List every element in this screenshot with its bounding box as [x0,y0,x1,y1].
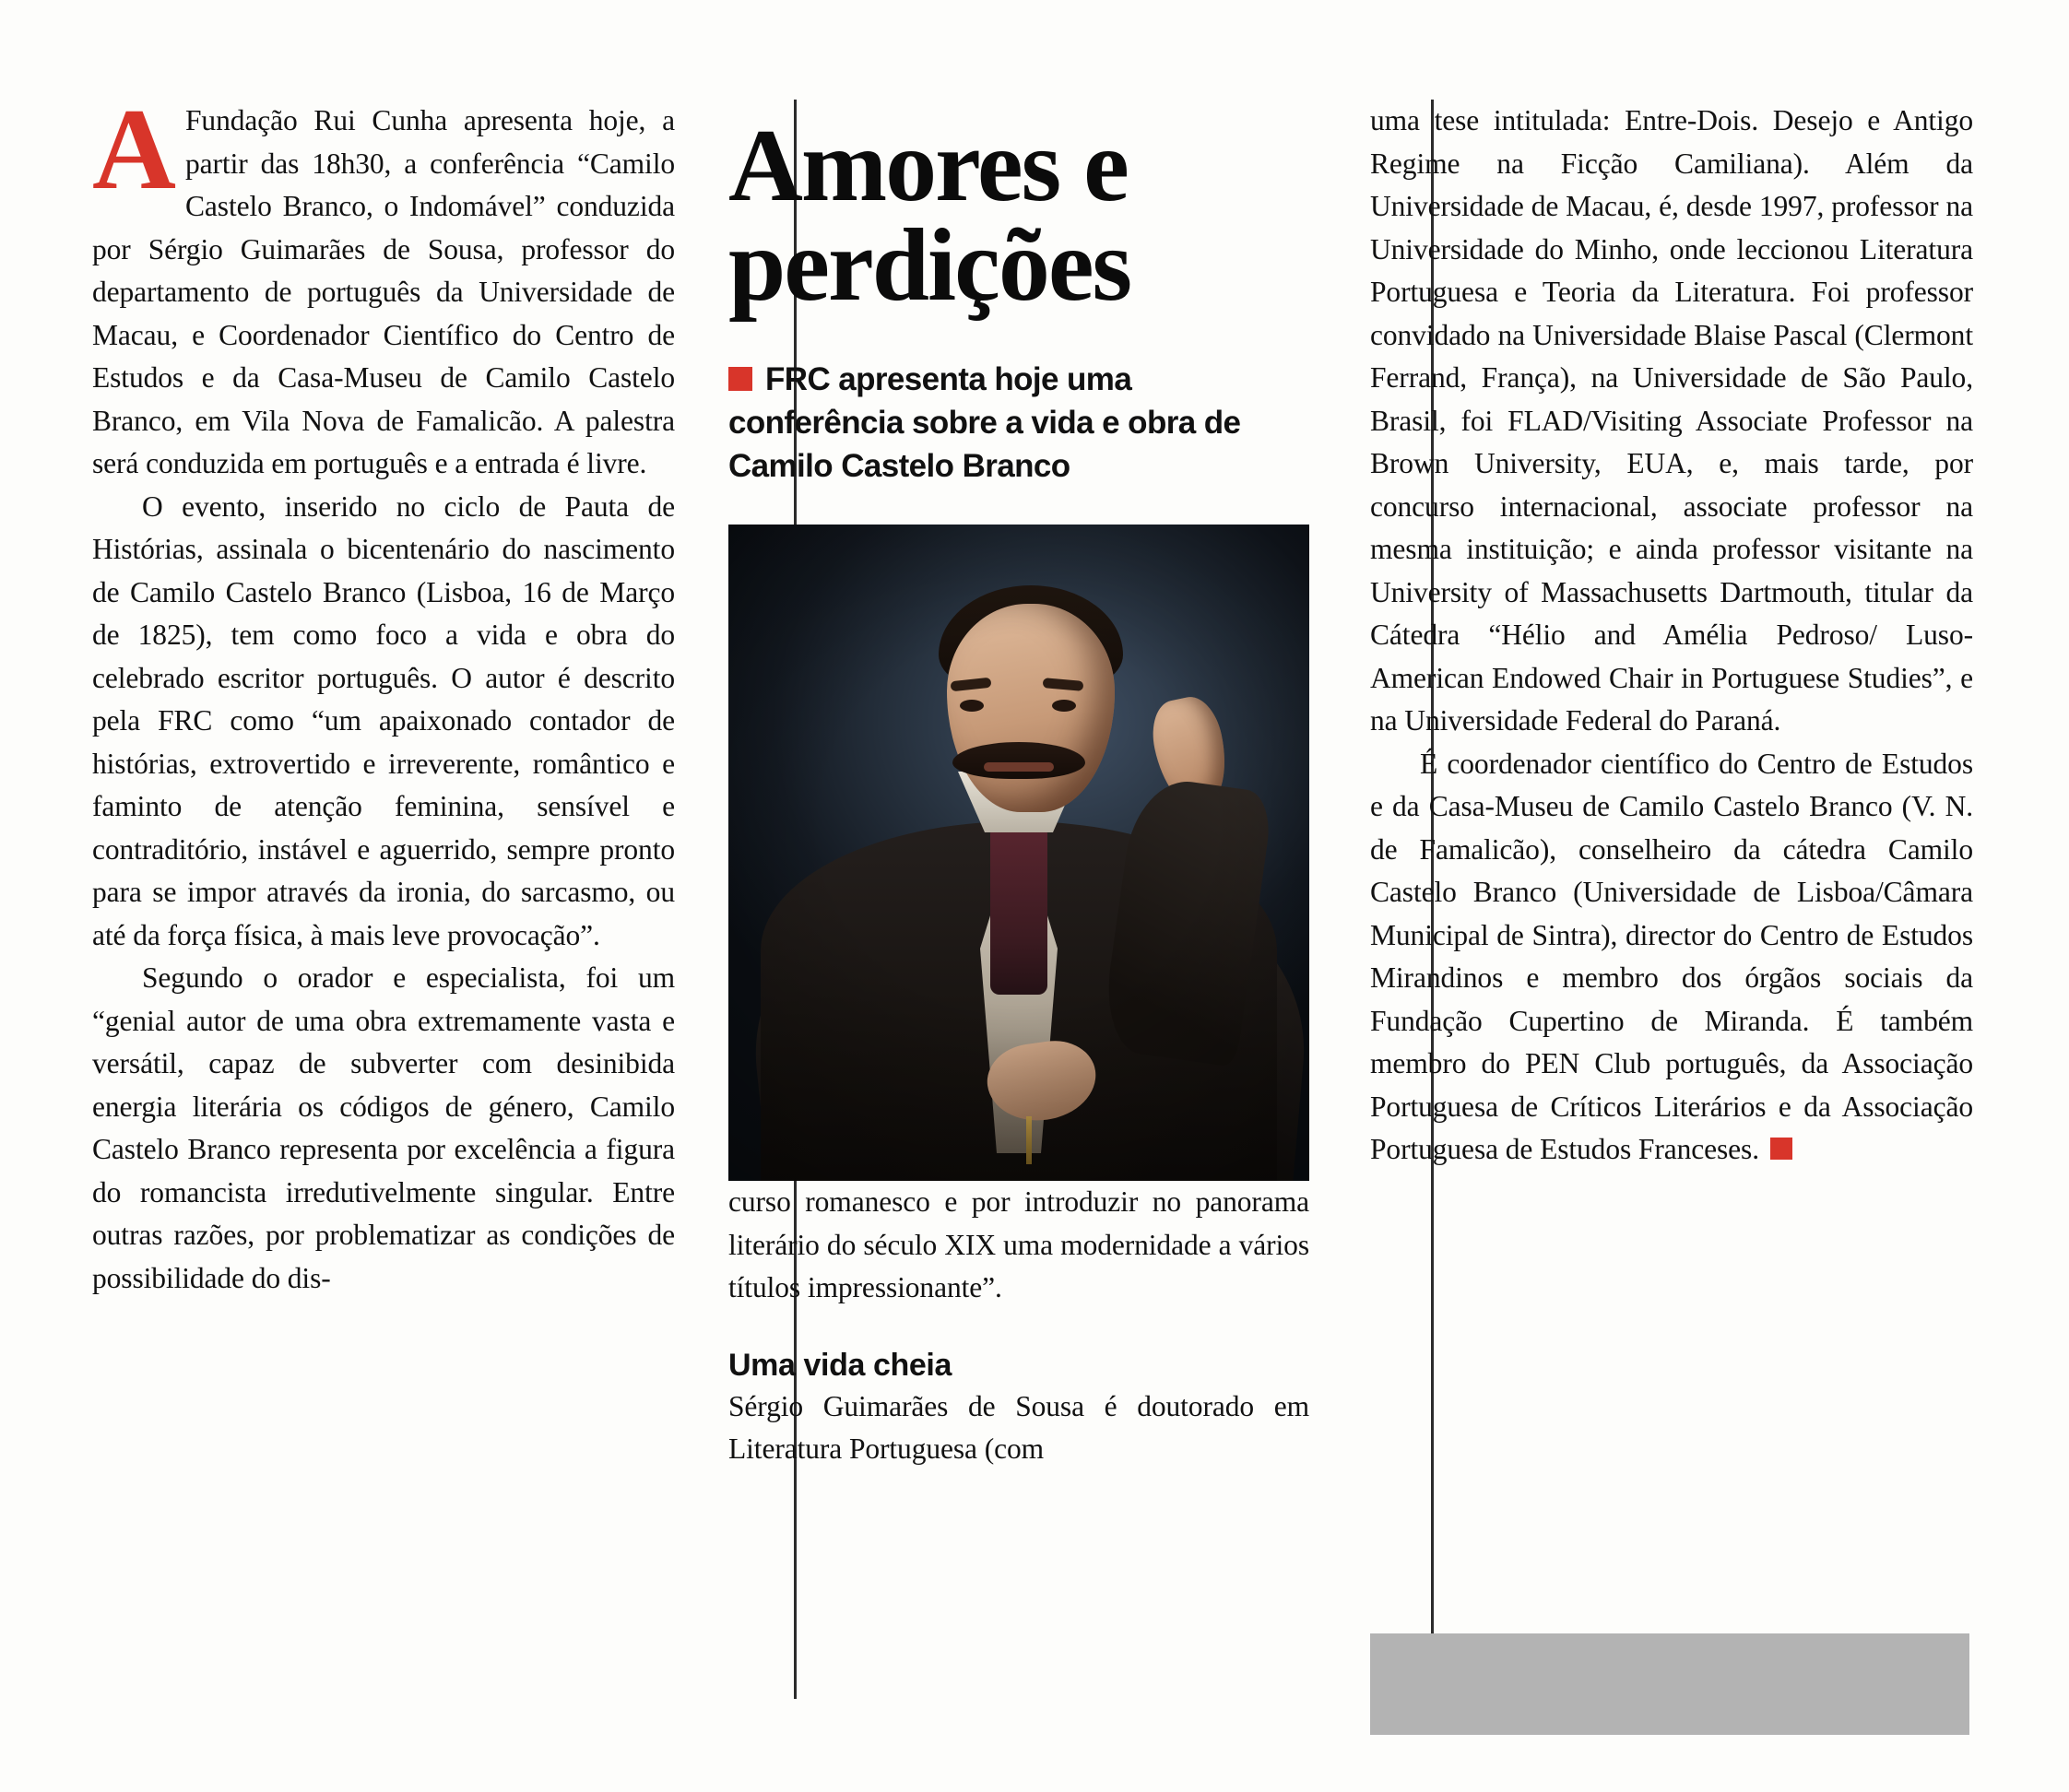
drop-cap: A [92,86,176,214]
paragraph-col2-2: Sérgio Guimarães de Sousa é doutorado em Literatura Portuguesa (com [728,1389,1309,1465]
paragraph-col3-1: uma tese intitulada: Entre-Dois. Desejo e Antigo Regime na Ficção Camiliana). Além da Universidade de Macau, é, desde 1997, professor na Universidade do Minho, onde leccionou Literatura Portuguesa e Teoria da Literatura. Foi professor convidado na Universidade Blaise Pascal (Clermont Ferrand, França), na Universidade de São Paulo, Brasil, foi FLAD/Visiting Associate Professor na Brown University, EUA, e, mais tarde, por concurso internacional, associate professor na mesma instituição; e ainda professor visitante na University of Massachusetts Dartmouth, titular da Cátedra “Hélio and Amélia Pedroso/ Luso-American Endowed Chair in Portuguese Studies”, e na Universidade Federal do Paraná. [1370,104,1973,737]
paragraph-col1-3: Segundo o orador e especialista, foi um “genial autor de uma obra extremamente vasta e versátil, capaz de subverter com desinibida energia literária os códigos de género, Camilo Castelo Branco representa por excelência a figura do romancista irredutivelmente singular. Entre outras razões, por problematizar as condições de possibilidade do dis- [92,961,675,1294]
standfirst-text: FRC apresenta hoje uma conferência sobre a vida e obra de Camilo Castelo Branco [728,361,1241,484]
section-subhead: Uma vida cheia [728,1347,952,1383]
bullet-square-icon [728,367,752,391]
column-three [1337,100,1973,1722]
article-columns [92,86,1992,1722]
standfirst [728,358,1309,488]
photo-vignette [728,525,1309,1181]
paragraph-col3-2 [1370,743,1973,1172]
paragraph-col1-2: O evento, inserido no ciclo de Pauta de Histórias, assinala o bicentenário do nascimento de Camilo Castelo Branco (Lisboa, 16 de Março de 1825), tem como foco a vida e obra do celebrado escritor português. O autor é descrito pela FRC como “um apaixonado contador de histórias, extrovertido e irreverente, romântico e faminto de atenção feminina, sensível e contraditório, instável e aguerrido, sempre pronto para se impor através da ironia, do sarcasmo, ou até da força física, à mais leve provocação”. [92,489,675,951]
end-mark-icon [1770,1138,1792,1160]
lead-paragraph-block [92,86,675,486]
column-one [92,86,701,1722]
paragraph-col2-1: curso romanesco e por introduzir no panorama literário do século XIX uma modernidade a vários títulos impressionante”. [728,1185,1309,1303]
column-two [701,100,1337,1722]
page-title: Amores e perdições [728,109,1131,323]
article-photo [728,525,1309,1181]
footer-grey-block [1370,1633,1969,1735]
paragraph-col1-1: Fundação Rui Cunha apresenta hoje, a partir das 18h30, a conferência “Camilo Castelo Branco, o Indomável” conduzida por Sérgio Guimarães de Sousa, professor do departamento de português da Universidade de Macau, e Coordenador Científico do Centro de Estudos e da Casa-Museu de Camilo Castelo Branco, em Vila Nova de Famalicão. A palestra será conduzida em português e a entrada é livre. [92,104,675,479]
paragraph-col3-2-text: É coordenador científico do Centro de Estudos e da Casa-Museu de Camilo Castelo Branco (V. N. de Famalicão), conselheiro da cátedra Camilo Castelo Branco (Universidade de Lisboa/Câmara Municipal de Sintra), director do Centro de Estudos Mirandinos e membro dos órgãos sociais da Fundação Cupertino de Miranda. É também membro do PEN Club português, da Associação Portuguesa de Críticos Literários e da Associação Portuguesa de Estudos Franceses. [1370,747,1973,1165]
